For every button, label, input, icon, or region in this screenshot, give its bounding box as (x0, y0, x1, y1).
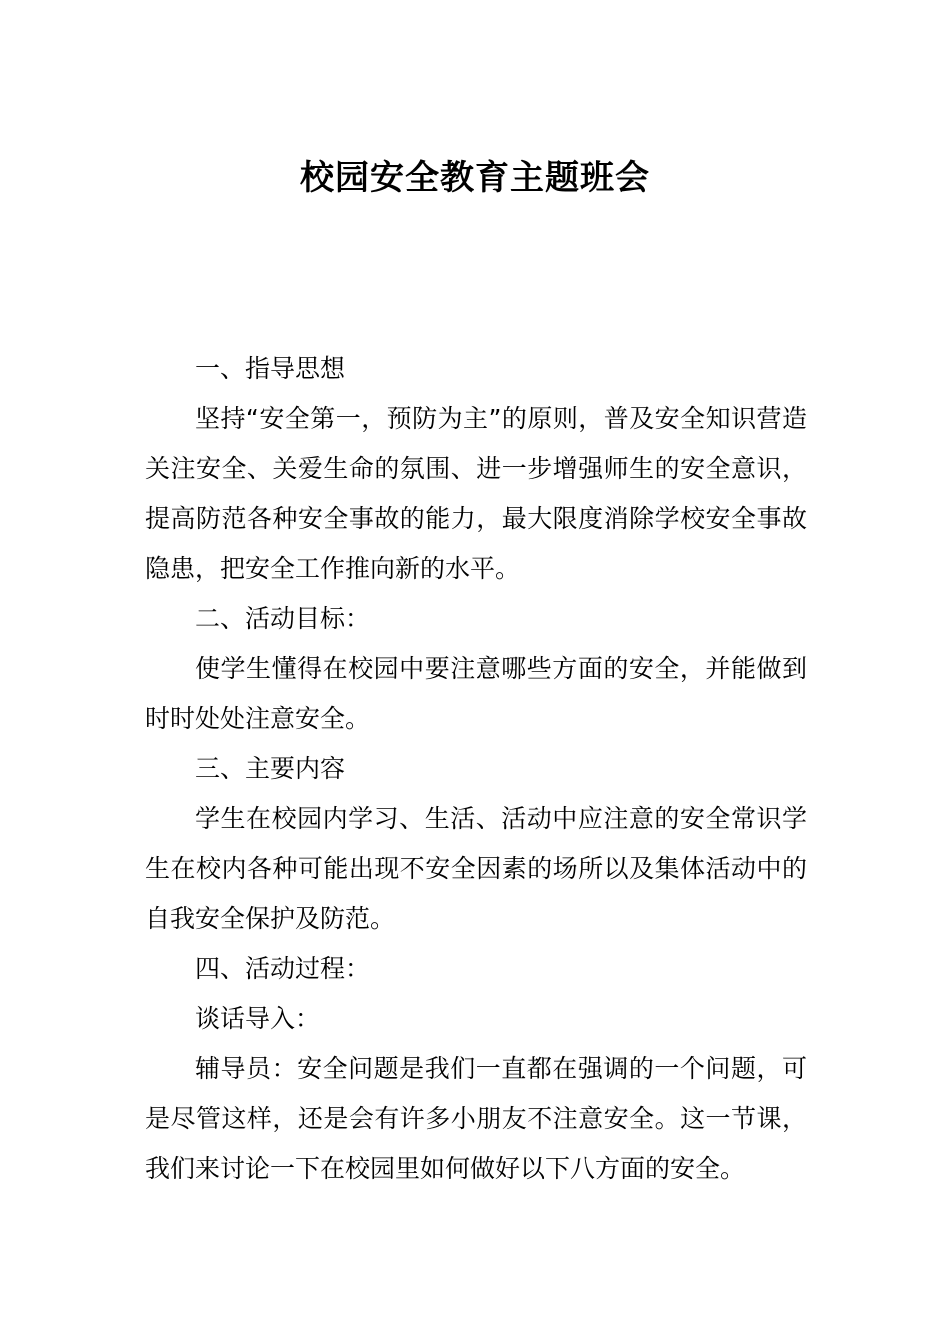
paragraph-guiding-ideology: 坚持“安全第一，预防为主”的原则，普及安全知识营造关注安全、关爱生命的氛围、进一步增强师生的安全意识，提高防范各种安全事故的能力，最大限度消除学校安全事故隐患，把安全工作推向新的水平。 (145, 404, 807, 583)
subheading-introduction: 谈话导入： (195, 1004, 321, 1033)
paragraph-counselor-speech: 辅导员：安全问题是我们一直都在强调的一个问题，可是尽管这样，还是会有许多小朋友不注意安全。这一节课，我们来讨论一下在校园里如何做好以下八方面的安全。 (145, 1054, 807, 1183)
heading-activity-goals: 二、活动目标： (195, 604, 371, 633)
heading-main-content: 三、主要内容 (195, 754, 346, 783)
document-body (145, 344, 807, 1194)
document-title: 校园安全教育主题班会 (300, 158, 650, 198)
heading-guiding-ideology: 一、指导思想 (195, 354, 346, 383)
paragraph-activity-goals: 使学生懂得在校园中要注意哪些方面的安全，并能做到时时处处注意安全。 (145, 654, 807, 733)
paragraph-main-content: 学生在校园内学习、生活、活动中应注意的安全常识学生在校内各种可能出现不安全因素的场所以及集体活动中的自我安全保护及防范。 (145, 804, 807, 933)
heading-activity-process: 四、活动过程： (195, 954, 371, 983)
